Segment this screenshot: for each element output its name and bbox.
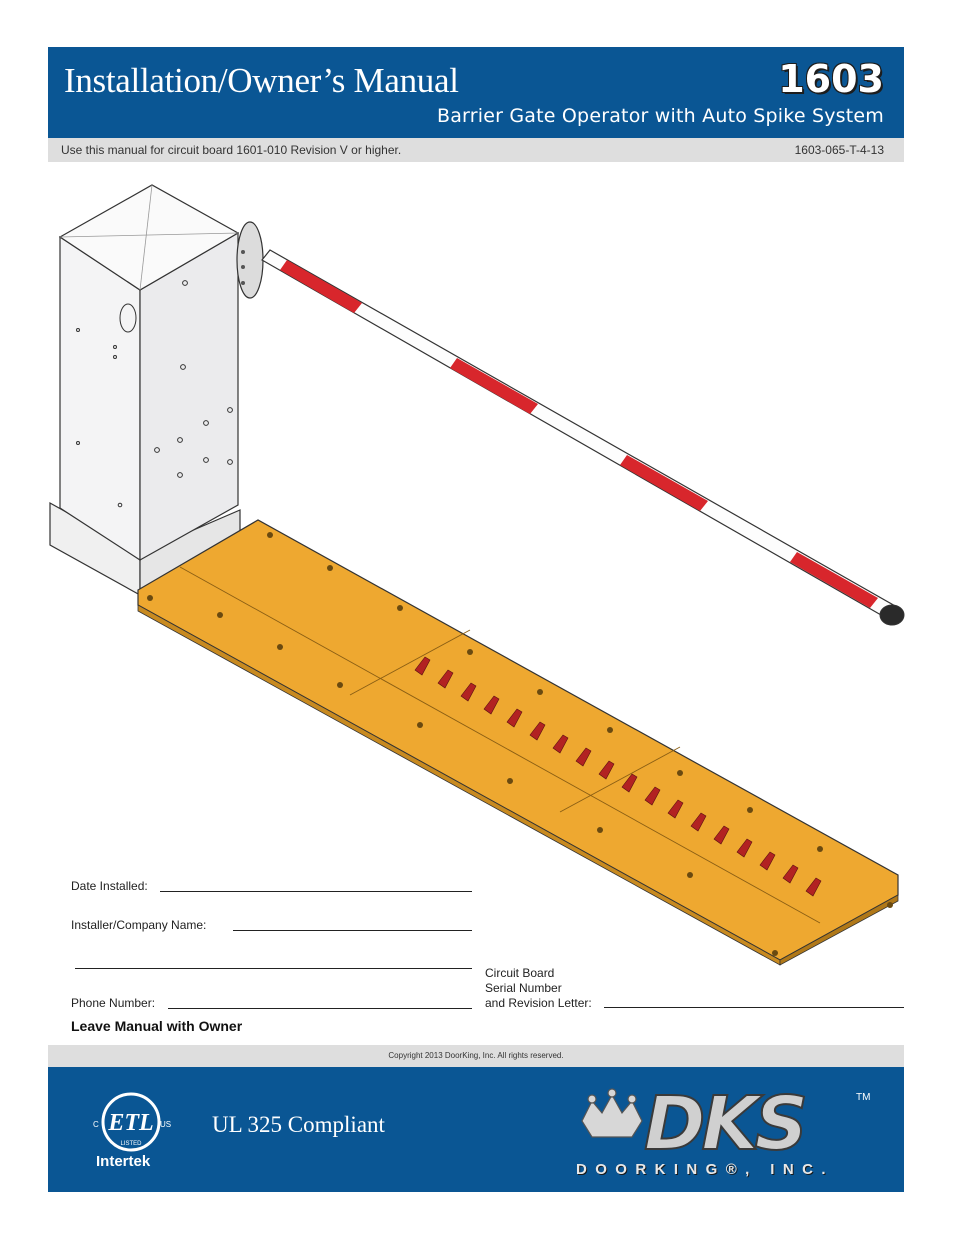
intertek-label: Intertek bbox=[96, 1153, 151, 1170]
crown-icon bbox=[582, 1089, 642, 1137]
etl-mark-text: ETL bbox=[108, 1110, 154, 1136]
circuit-board-label-1: Circuit Board bbox=[485, 966, 555, 980]
installer-line bbox=[233, 930, 472, 931]
copyright-text: Copyright 2013 DoorKing, Inc. All rights reserved. bbox=[388, 1051, 564, 1060]
ul325-compliance: UL 325 Compliant bbox=[212, 1112, 385, 1137]
subheader-band bbox=[48, 138, 904, 162]
etl-listed-mark bbox=[88, 1089, 174, 1155]
doorking-company-name: DOORKING®, INC. bbox=[576, 1161, 834, 1178]
dks-wordmark: DKS bbox=[644, 1081, 805, 1159]
leave-manual-note: Leave Manual with Owner bbox=[71, 1018, 243, 1034]
document-code: 1603-065-T-4-13 bbox=[794, 143, 884, 157]
etl-listed-text: LISTED bbox=[120, 1141, 142, 1147]
header-banner bbox=[48, 47, 904, 138]
manual-subtitle: Barrier Gate Operator with Auto Spike System bbox=[436, 105, 884, 127]
date-installed-label: Date Installed: bbox=[71, 879, 148, 893]
installer-extra-line bbox=[75, 968, 472, 969]
etl-us-text: US bbox=[160, 1120, 172, 1129]
circuit-board-note: Use this manual for circuit board 1601-010 Revision V or higher. bbox=[61, 143, 402, 157]
circuit-board-label-2: Serial Number bbox=[485, 981, 562, 995]
phone-line bbox=[168, 1008, 472, 1009]
footer-banner bbox=[48, 1067, 904, 1192]
circuit-board-label-3: and Revision Letter: bbox=[485, 996, 592, 1010]
model-number: 1603 bbox=[778, 57, 884, 101]
phone-label: Phone Number: bbox=[71, 996, 156, 1010]
copyright-band bbox=[48, 1045, 904, 1067]
installer-label: Installer/Company Name: bbox=[71, 918, 207, 932]
date-installed-line bbox=[160, 891, 472, 892]
etl-c-text: C bbox=[93, 1120, 99, 1129]
dks-logo bbox=[578, 1079, 858, 1159]
manual-title: Installation/Owner’s Manual bbox=[64, 61, 459, 100]
circuit-board-line bbox=[604, 1007, 904, 1008]
barrier-gate-illustration bbox=[40, 175, 920, 975]
trademark-symbol: TM bbox=[856, 1092, 871, 1103]
